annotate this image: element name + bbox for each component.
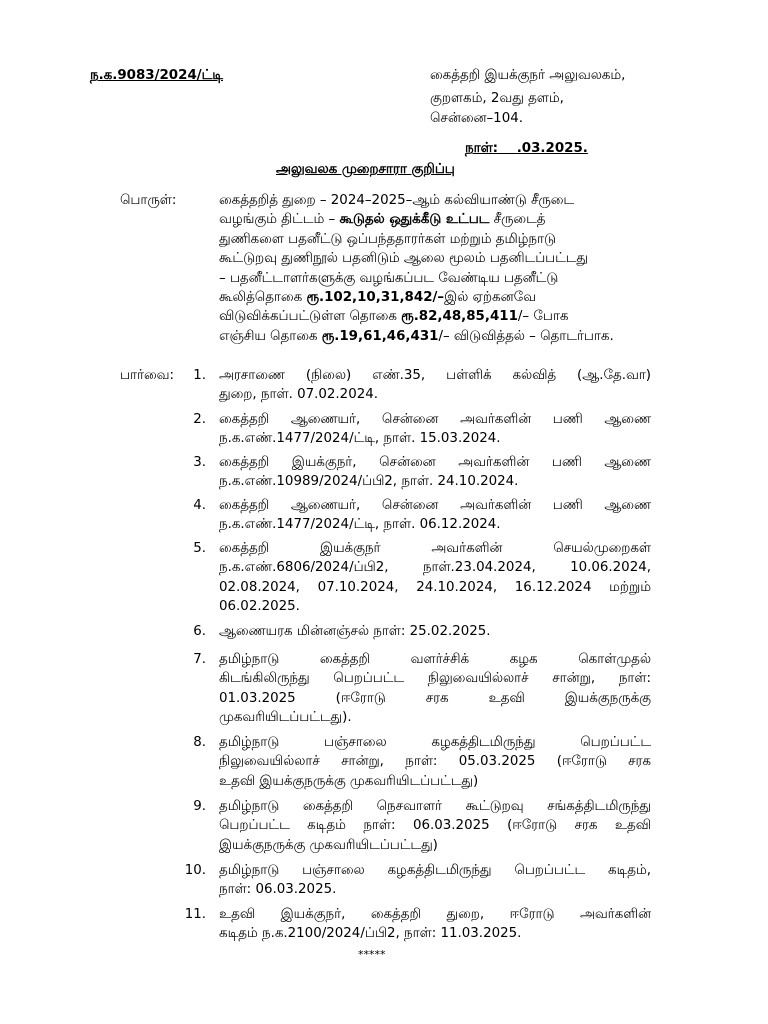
reference-line: 01.03.2025 (ஈரோடு சரக உதவி இயக்குநருக்கு (219, 690, 651, 706)
reference-line: தமிழ்நாடு பஞ்சாலை கழகத்திடமிருந்து பெறப்பட்ட (219, 735, 651, 750)
reference-line: ஆணையரக மின்னஞ்சல் நாள்: 25.02.2025. (219, 624, 491, 639)
subject-line: எஞ்சிய தொகை ரூ.19,61,46,431/– விடுவித்தல் – தொடர்பாக. (219, 328, 614, 344)
reference-number: 6. (193, 624, 206, 639)
reference-line: தமிழ்நாடு பஞ்சாலை கழகத்திடமிருந்து பெறப்பட்ட கடிதம், (219, 863, 651, 878)
reference-number: 7. (193, 652, 206, 667)
reference-line: உதவி இயக்குநர், கைத்தறி துறை, ஈரோடு அவர்களின் (219, 907, 651, 922)
file-number: ந.க.9083/2024/ட்டி (90, 68, 223, 83)
reference-line: தமிழ்நாடு கைத்தறி நெசவாளர் கூட்டுறவு சங்கத்திடமிருந்து (219, 799, 651, 814)
reference-number: 5. (193, 541, 206, 556)
reference-item (219, 539, 651, 617)
references-label: பார்வை: (120, 368, 174, 383)
subject-line: கூட்டுறவு துணிநூல் பதனிடும் ஆலை மூலம் பதனிடப்பட்டது (219, 251, 589, 267)
reference-line: அரசாணை (நிலை) எண்.35, பள்ளிக் கல்வித் (ஆ.தே.வா) (219, 368, 651, 383)
subject-line: விடுவிக்கப்பட்டுள்ள தொகை ரூ.82,48,85,411/– போக (219, 309, 569, 325)
reference-item (219, 905, 651, 944)
reference-line: கடிதம் ந.க.2100/2024/ப்பி2, நாள்: 11.03.2025. (219, 926, 522, 942)
reference-item (219, 797, 651, 855)
subject-line: துணிகளை பதனீட்டு ஒப்பந்ததாரர்கள் மற்றும் தமிழ்நாடு (219, 231, 556, 247)
office-address-line-2: குறளகம், 2வது தளம், (430, 91, 564, 106)
reference-item (219, 861, 651, 900)
reference-line: கைத்தறி இயக்குநர், சென்னை அவர்களின் பணி ஆணை (219, 455, 651, 470)
subject-line: வழங்கும் திட்டம் – கூடுதல் ஒதுக்கீடு உட்பட சீருடைத் (219, 212, 546, 228)
reference-line: முகவரியிடப்பட்டது). (219, 710, 352, 726)
reference-item (219, 453, 651, 492)
reference-item (219, 366, 651, 405)
reference-line: ந.க.எண்.1477/2024/ட்டி, நாள். 06.12.2024. (219, 517, 501, 533)
reference-number: 4. (193, 498, 206, 513)
reference-number: 2. (193, 412, 206, 427)
reference-line: இயக்குநருக்கு முகவரியிடப்பட்டது) (219, 837, 438, 853)
office-address-line-1: கைத்தறி இயக்குநர் அலுவலகம், (430, 68, 626, 83)
page-title: அலுவலக முறைசாரா குறிப்பு (276, 162, 455, 177)
reference-line: கிடங்கிலிருந்து பெறப்பட்ட நிலுவையில்லாச் சான்று, நாள்: (219, 671, 651, 687)
subject-line: கூலித்தொகை ரூ.102,10,31,842/–இல் ஏற்கனவே (219, 290, 536, 306)
date-label: நாள்: (465, 141, 499, 156)
reference-item (219, 650, 651, 728)
date-value: .03.2025. (516, 141, 588, 156)
reference-line: ந.க.எண்.1477/2024/ட்டி, நாள். 15.03.2024. (219, 431, 501, 447)
reference-item (219, 496, 651, 535)
reference-line: துறை, நாள். 07.02.2024. (219, 387, 379, 403)
reference-number: 9. (193, 799, 206, 814)
amount-total: ரூ.102,10,31,842/– (306, 290, 445, 306)
subject-line: – பதனீட்டாளர்களுக்கு வழங்கப்பட வேண்டிய பதனீட்டு (219, 270, 559, 286)
office-address-line-3: சென்னை–104. (430, 111, 523, 126)
amount-released: ரூ.82,48,85,411 (401, 309, 518, 325)
reference-line: கைத்தறி இயக்குநர் அவர்களின் செயல்முறைகள் (219, 541, 651, 556)
reference-line: நாள்: 06.03.2025. (219, 882, 337, 898)
reference-line: ந.க.எண்.6806/2024/ப்பி2, நாள்.23.04.2024, 10.06.2024, (219, 560, 651, 576)
reference-number: 8. (193, 735, 206, 750)
reference-line: பெறப்பட்ட கடிதம் நாள்: 06.03.2025 (ஈரோடு சரக உதவி (219, 818, 651, 834)
reference-line: 02.08.2024, 07.10.2024, 24.10.2024, 16.12.2024 மற்றும் (219, 579, 651, 595)
subject-paragraph (219, 191, 651, 346)
reference-line: 06.02.2025. (219, 599, 300, 615)
reference-line: உதவி இயக்குநருக்கு முகவரியிடப்பட்டது) (219, 773, 479, 789)
subject-line: கைத்தறித் துறை – 2024–2025–ஆம் கல்வியாண்டு சீருடை (219, 193, 575, 208)
reference-number: 10. (184, 863, 206, 878)
reference-line: நிலுவையில்லாச் சான்று, நாள்: 05.03.2025 (ஈரோடு சரக (219, 754, 651, 770)
amount-balance: ரூ.19,61,46,431 (321, 328, 439, 344)
reference-item (219, 410, 651, 449)
reference-line: கைத்தறி ஆணையர், சென்னை அவர்களின் பணி ஆணை (219, 412, 651, 427)
reference-number: 1. (193, 368, 206, 383)
reference-line: ந.க.எண்.10989/2024/ப்பி2, நாள். 24.10.2024. (219, 474, 519, 490)
subject-label: பொருள்: (120, 193, 177, 208)
date-line (465, 141, 588, 157)
reference-line: கைத்தறி ஆணையர், சென்னை அவர்களின் பணி ஆணை (219, 498, 651, 513)
reference-item (219, 622, 651, 641)
reference-number: 11. (184, 907, 206, 922)
reference-line: தமிழ்நாடு கைத்தறி வளர்ச்சிக் கழக கொள்முதல் (219, 652, 651, 667)
footer-mark: ***** (358, 948, 386, 961)
reference-number: 3. (193, 455, 206, 470)
reference-item (219, 733, 651, 791)
